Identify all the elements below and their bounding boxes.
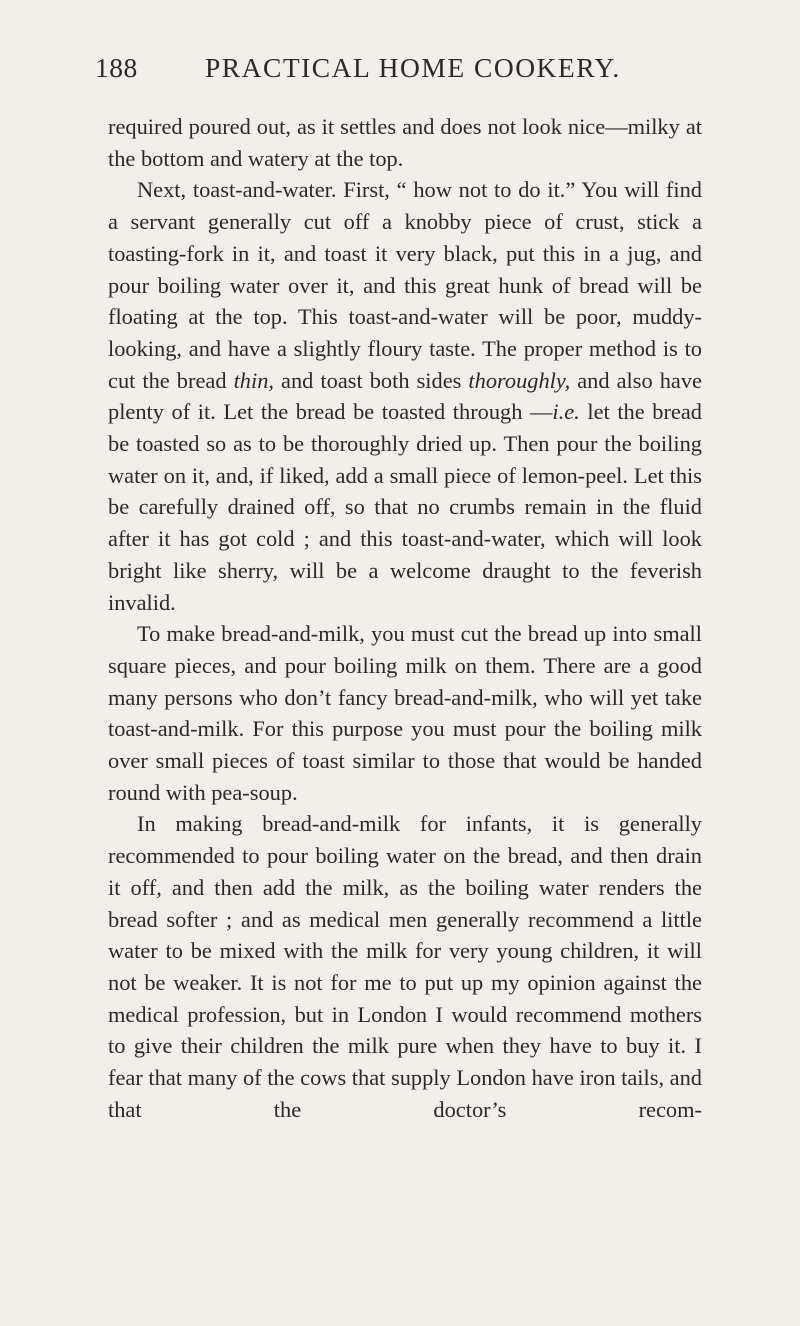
text-run: Next, toast-and-water. First, “ how not to do it.” You will find a servant generally cut off a knobby piece of crust, stick a toasting-fork in it, and toast it very black, put this in a jug, and pour boiling water over it, and this great hunk of bread will be floating at the top. This toast-and-water will be poor, muddy-looking, and have a slightly floury taste. The proper method is to cut the bread [108, 177, 702, 393]
body-text [108, 111, 702, 1126]
paragraph-toast-and-water [108, 174, 702, 618]
text-run: and also have plenty of it. Let the bread be toasted through — [108, 367, 702, 425]
page-number: 188 [95, 52, 138, 83]
italic-text: thin, [233, 367, 274, 393]
italic-text: thoroughly, [468, 367, 571, 393]
italic-text: i.e. [552, 399, 580, 425]
running-head [95, 52, 695, 92]
paragraph-continuation: required poured out, as it settles and does not look nice—milky at the bottom and watery at the top. [108, 114, 702, 171]
paragraph-bread-and-milk: To make bread-and-milk, you must cut the bread up into small square pieces, and pour boiling milk on them. There are a good many persons who don’t fancy bread-and-milk, who will yet take toast-and-milk. For this purpose you must pour the boiling milk over small pieces of toast similar to those that would be handed round with pea-soup. [108, 621, 702, 805]
paragraph-infants: In making bread-and-milk for infants, it is generally recommended to pour boiling water on the bread, and then drain it off, and then add the milk, as the boiling water renders the bread softer ; and as medical men generally recommend a little water to be mixed with the milk for very young children, it will not be weaker. It is not for me to put up my opinion against the medical profession, but in London I would recommend mothers to give their children the milk pure when they have to buy it. I fear that many of the cows that supply London have iron tails, and that the doctor’s recom- [108, 811, 702, 1122]
text-run: and toast both sides [274, 367, 469, 393]
text-run: let the bread be toasted so as to be thoroughly dried up. Then pour the boiling water on it, and, if liked, add a small piece of lemon-peel. Let this be carefully drained off, so that no crumbs remain in the fluid after it has got cold ; and this toast-and-water, which will look bright like sherry, will be a welcome draught to the feverish invalid. [108, 399, 702, 615]
running-title: PRACTICAL HOME COOKERY. [205, 52, 621, 83]
